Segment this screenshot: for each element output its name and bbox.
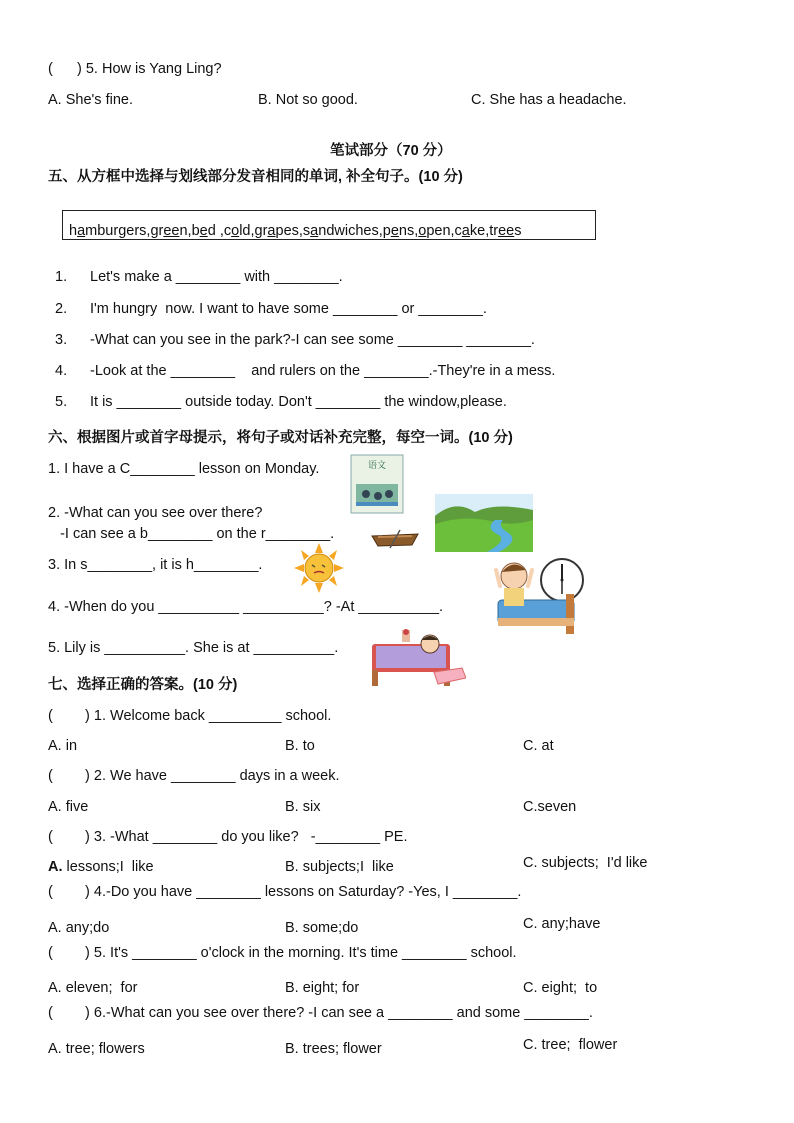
- hot-sun-image: [292, 543, 346, 593]
- s7-q4-option-c: C. any;have: [523, 916, 601, 932]
- s6-item4: 4. -When do you __________ __________? -At __________.: [48, 599, 444, 615]
- river-landscape-image: [435, 494, 533, 552]
- s6-item1: 1. I have a C________ lesson on Monday.: [48, 461, 320, 477]
- s7-q1-option-b: B. to: [285, 738, 315, 754]
- word-item: open,: [418, 223, 455, 239]
- s7-q6-stem: ( ) 6.-What can you see over there? -I can see a ________ and some ________.: [48, 1005, 593, 1021]
- s7-q1-stem: ( ) 1. Welcome back _________ school.: [48, 708, 332, 724]
- boat-image: [370, 528, 420, 550]
- word-item: grapes,: [254, 223, 303, 239]
- s7-q2-option-c: C.seven: [523, 799, 577, 815]
- section5-heading: 五、从方框中选择与划线部分发音相同的单词, 补全句子。(10 分): [48, 169, 463, 185]
- s6-item2a: 2. -What can you see over there?: [48, 505, 263, 521]
- s5-item2-text: I'm hungry now. I want to have some ________ or ________.: [90, 301, 487, 317]
- s7-q4-option-a: A. any;do: [48, 920, 110, 936]
- s5-item5-text: It is ________ outside today. Don't ________ the window,please.: [90, 394, 507, 410]
- book-title: 语文: [367, 461, 387, 471]
- listening-q5-option-b: B. Not so good.: [258, 92, 358, 108]
- word-item: trees: [489, 223, 522, 239]
- s7-q6-option-c: C. tree; flower: [523, 1037, 618, 1053]
- section6-heading: 六、根据图片或首字母提示，将句子或对话补充完整，每空一词。(10 分): [48, 430, 513, 446]
- word-item: green,: [150, 223, 192, 239]
- s7-q3-option-a: [48, 858, 154, 876]
- s7-q2-option-a: A. five: [48, 799, 89, 815]
- listening-q5-option-c: C. She has a headache.: [471, 92, 627, 108]
- s7-q3-stem: ( ) 3. -What ________ do you like? -________ PE.: [48, 829, 408, 845]
- s5-item4-num: 4.: [55, 363, 68, 379]
- s6-item2b: -I can see a b________ on the r________.: [48, 526, 335, 542]
- s6-item3: 3. In s________, it is h________.: [48, 557, 263, 573]
- s7-q2-stem: ( ) 2. We have ________ days in a week.: [48, 768, 340, 784]
- s6-item5: 5. Lily is __________. She is at __________.: [48, 640, 339, 656]
- s7-q3-option-c: C. subjects; I'd like: [523, 855, 648, 871]
- s7-q1-option-a: A. in: [48, 738, 78, 754]
- s7-q4-stem: ( ) 4.-Do you have ________ lessons on Saturday? -Yes, I ________.: [48, 884, 522, 900]
- s7-q2-option-b: B. six: [285, 799, 321, 815]
- s5-item3-text: -What can you see in the park?-I can see some ________ ________.: [90, 332, 535, 348]
- word-item: cake,: [454, 223, 490, 239]
- word-item: pens,: [382, 223, 419, 239]
- s5-item3-num: 3.: [55, 332, 68, 348]
- listening-q5-stem: ( ) 5. How is Yang Ling?: [48, 61, 222, 77]
- s7-q3-option-b: B. subjects;I like: [285, 859, 394, 875]
- s7-q5-option-c: C. eight; to: [523, 980, 598, 996]
- s5-item4-text: -Look at the ________ and rulers on the ________.-They're in a mess.: [90, 363, 556, 379]
- word-item: sandwiches,: [302, 223, 383, 239]
- s7-q6-option-b: B. trees; flower: [285, 1041, 382, 1057]
- word-item: hamburgers,: [69, 223, 151, 239]
- s7-q4-option-b: B. some;do: [285, 920, 359, 936]
- s7-q5-stem: ( ) 5. It's ________ o'clock in the morning. It's time ________ school.: [48, 945, 517, 961]
- section7-heading: 七、选择正确的答案。(10 分): [48, 677, 238, 693]
- girl-in-bed-image: [368, 624, 466, 688]
- s7-q3-option-a-text: lessons;I like: [62, 859, 154, 875]
- wake-up-image: [494, 556, 590, 638]
- s5-item2-num: 2.: [55, 301, 68, 317]
- s7-q3-option-a-label: A.: [48, 859, 63, 875]
- chinese-book-image: [350, 454, 404, 514]
- grass-shape: [435, 518, 533, 552]
- s5-item1-text: Let's make a ________ with ________.: [90, 269, 343, 285]
- s5-item5-num: 5.: [55, 394, 68, 410]
- listening-q5-option-a: A. She's fine.: [48, 92, 133, 108]
- word-list: [69, 222, 521, 240]
- written-part-title: 笔试部分（70 分）: [330, 143, 452, 159]
- s7-q1-option-c: C. at: [523, 738, 554, 754]
- word-item: cold,: [223, 223, 255, 239]
- s5-item1-num: 1.: [55, 269, 68, 285]
- s7-q6-option-a: A. tree; flowers: [48, 1041, 145, 1057]
- word-item: bed ,: [191, 223, 224, 239]
- s7-q5-option-b: B. eight; for: [285, 980, 360, 996]
- s7-q5-option-a: A. eleven; for: [48, 980, 138, 996]
